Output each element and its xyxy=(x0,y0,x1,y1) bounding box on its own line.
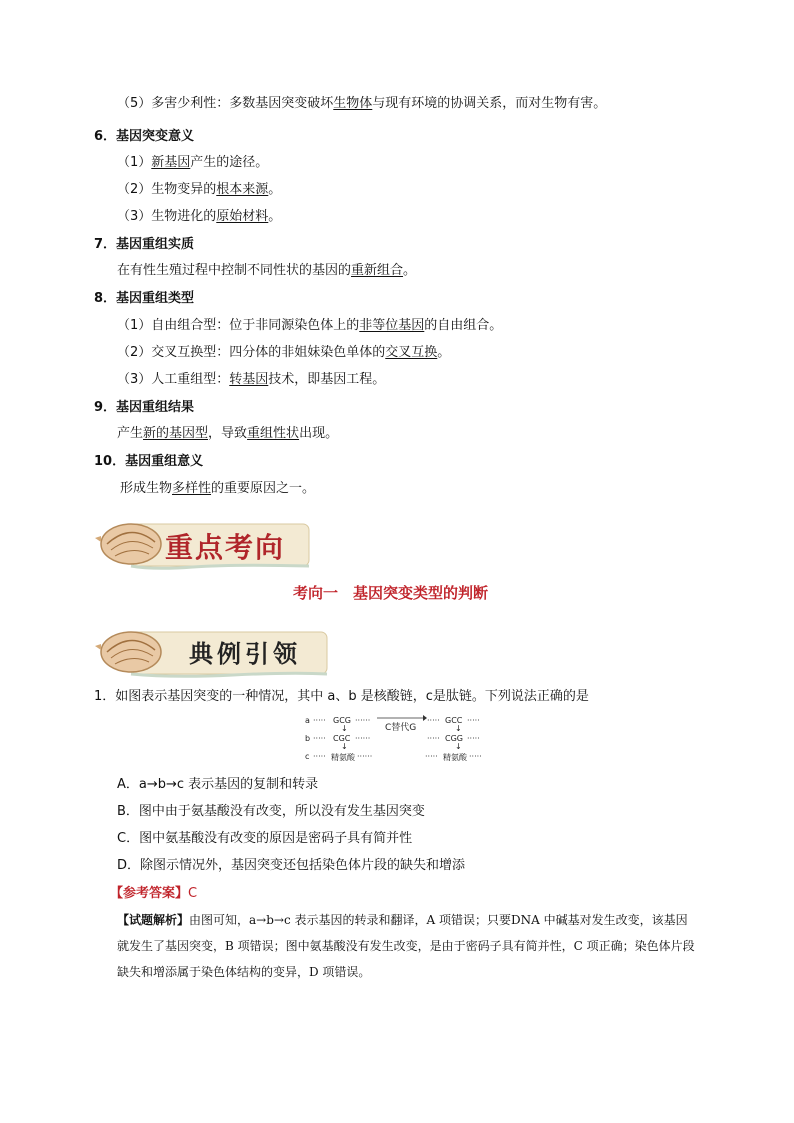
option-d: D．除图示情况外，基因突变还包括染色体片段的缺失和增添 xyxy=(117,858,466,873)
analysis-paragraph xyxy=(117,907,697,985)
strand-c-label: c xyxy=(305,752,310,761)
item-8-3: （3）人工重组型：转基因技术，即基因工程。 xyxy=(117,372,386,387)
seq-gcg: GCG xyxy=(333,716,351,725)
option-a: A．a→b→c 表示基因的复制和转录 xyxy=(117,777,319,792)
strand-a2-dots-2: ····· xyxy=(467,716,480,725)
item-8-1: （1）自由组合型：位于非同源染色体上的非等位基因的自由组合。 xyxy=(117,318,503,333)
heading-8: 8．基因重组类型 xyxy=(94,291,195,306)
gene-mutation-diagram xyxy=(305,714,495,770)
heading-9: 9．基因重组结果 xyxy=(94,400,195,415)
strand-b-label: b xyxy=(305,734,311,743)
arrow-down-1: ↓ xyxy=(341,724,348,733)
heading-10: 10．基因重组意义 xyxy=(94,454,204,469)
strand-c-dots: ····· xyxy=(313,752,326,761)
strand-a-dots: ····· xyxy=(313,716,326,725)
question-stem: 1．如图表示基因突变的一种情况，其中 a、b 是核酸链，c是肽链。下列说法正确的是 xyxy=(94,689,589,704)
substitution-arrow xyxy=(377,715,427,721)
arrow-down-4: ↓ xyxy=(455,742,462,751)
strand-b-dots: ····· xyxy=(313,734,326,743)
item-10: 形成生物多样性的重要原因之一。 xyxy=(120,481,316,496)
arrow-down-2: ↓ xyxy=(341,742,348,751)
strand-a-label: a xyxy=(305,716,310,725)
item-8-2: （2）交叉互换型：四分体的非姐妹染色单体的交叉互换。 xyxy=(117,345,451,360)
item-6-1: （1）新基因产生的途径。 xyxy=(117,155,269,170)
strand-c2-dots-2: ····· xyxy=(469,752,482,761)
strand-c-dots-2: ······ xyxy=(357,752,373,761)
heading-6: 6．基因突变意义 xyxy=(94,129,195,144)
seq-cgg: CGG xyxy=(445,734,463,743)
analysis-label: 【试题解析】 xyxy=(117,913,190,927)
banner-example-title: 典例引领 xyxy=(189,639,301,668)
option-b: B．图中由于氨基酸没有改变，所以没有发生基因突变 xyxy=(117,804,425,819)
strand-c2-dots: ····· xyxy=(425,752,438,761)
heading-7: 7．基因重组实质 xyxy=(94,237,195,252)
seq-gcc: GCC xyxy=(445,716,463,725)
strand-b-dots-2: ······ xyxy=(355,734,371,743)
reference-answer xyxy=(110,885,197,903)
strand-b2-dots: ····· xyxy=(427,734,440,743)
section-subheading: 考向一 基因突变类型的判断 xyxy=(293,584,489,602)
item-5-harm: （5）多害少利性：多数基因突变破坏生物体与现有环境的协调关系，而对生物有害。 xyxy=(117,96,607,111)
item-9: 产生新的基因型，导致重组性状出现。 xyxy=(117,426,339,441)
option-c: C．图中氨基酸没有改变的原因是密码子具有简并性 xyxy=(117,831,413,846)
item-6-3: （3）生物进化的原始材料。 xyxy=(117,209,282,224)
amino-acid-2: 精氨酸 xyxy=(443,753,467,762)
banner-example xyxy=(93,622,333,680)
substitution-label: C替代G xyxy=(385,723,417,733)
banner-key-topics xyxy=(93,512,313,572)
strand-a-dots-2: ······ xyxy=(355,716,371,725)
arrow-down-3: ↓ xyxy=(455,724,462,733)
amino-acid-1: 精氨酸 xyxy=(331,753,355,762)
seq-cgc: CGC xyxy=(333,734,351,743)
strand-a2-dots: ····· xyxy=(427,716,440,725)
item-6-2: （2）生物变异的根本来源。 xyxy=(117,182,282,197)
answer-label: 【参考答案】 xyxy=(110,886,189,901)
item-7: 在有性生殖过程中控制不同性状的基因的重新组合。 xyxy=(117,263,417,278)
analysis-text: 由图可知，a→b→c 表示基因的转录和翻译，A 项错误；只要DNA 中碱基对发生改变，该基因就发生了基因突变，B 项错误；图中氨基酸没有发生改变，是由于密码子具有简并性，C 项正确；染色体片段缺失和增添属于染色体结构的变异，D 项错误。 xyxy=(117,913,695,979)
banner-key-topics-title: 重点考向 xyxy=(165,531,286,564)
strand-b2-dots-2: ····· xyxy=(467,734,480,743)
answer-value: C xyxy=(188,886,198,901)
